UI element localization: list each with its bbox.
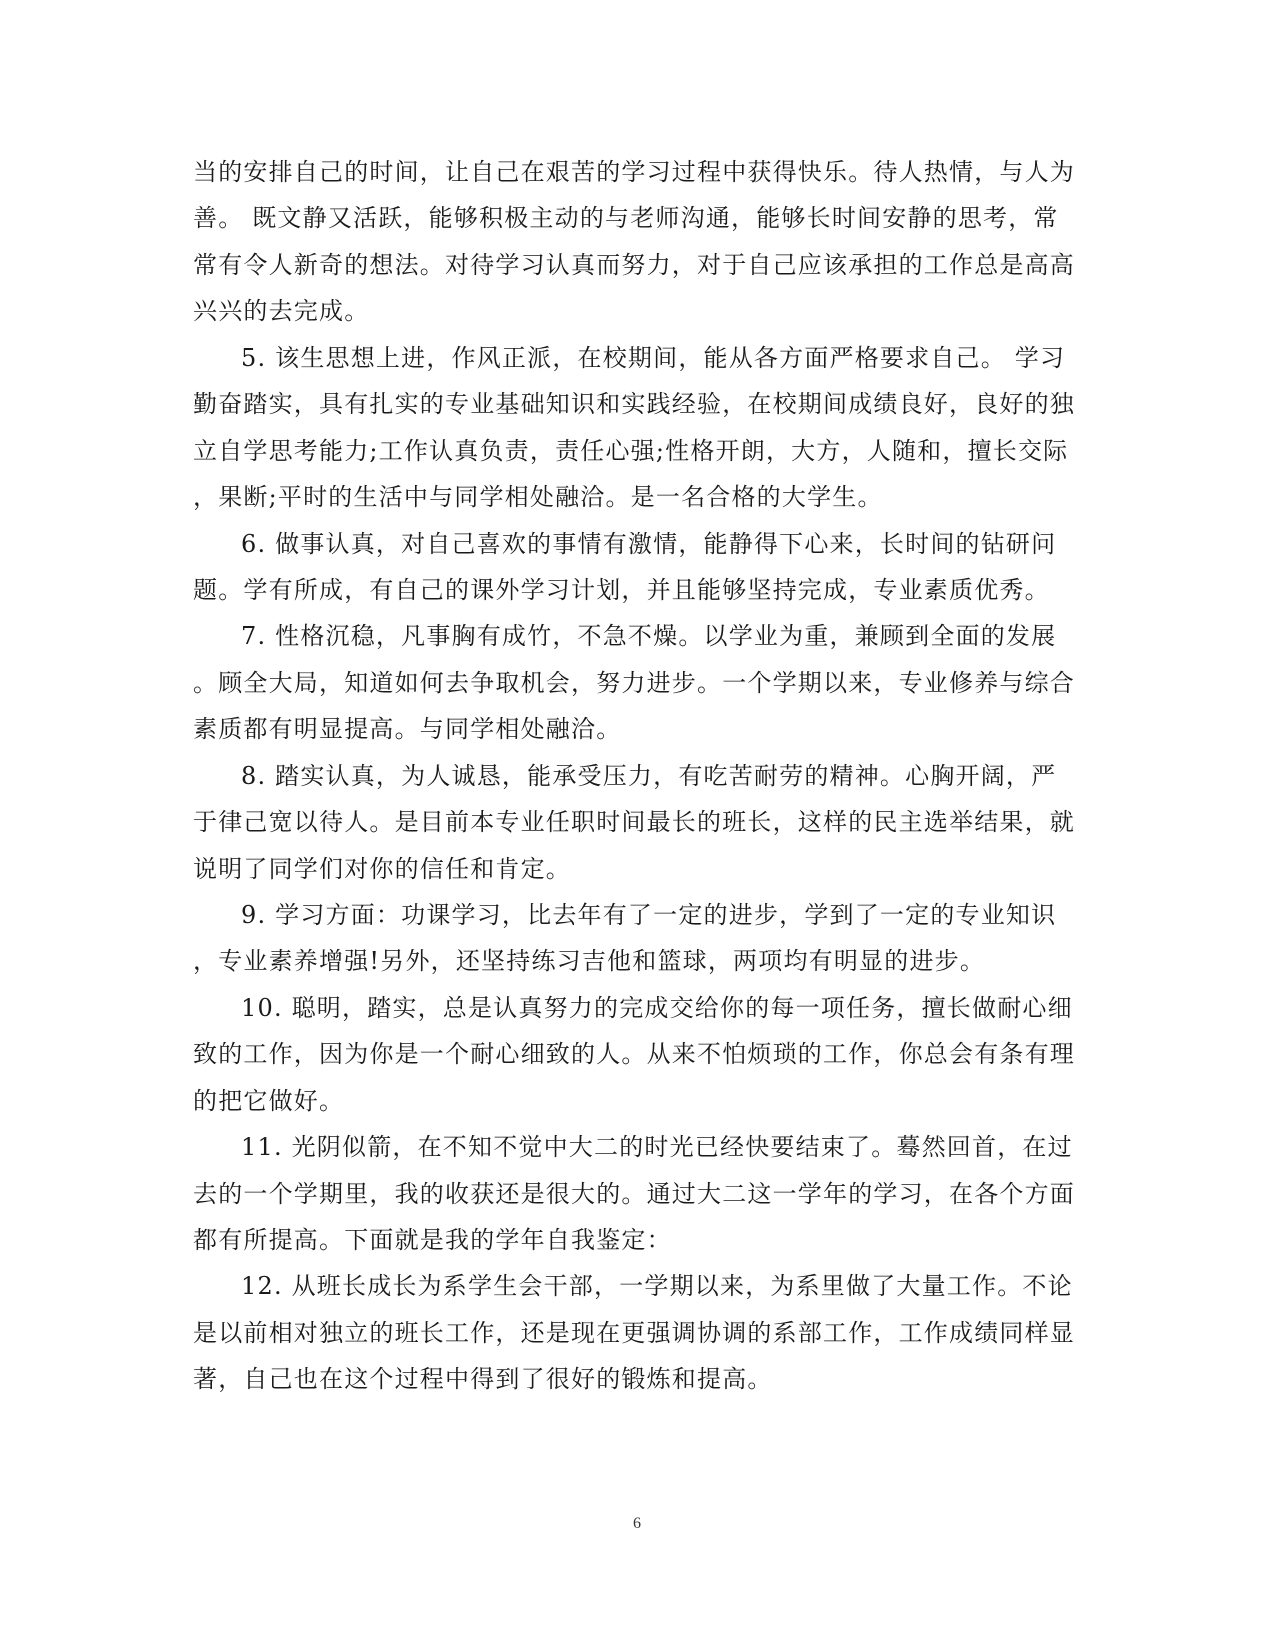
text-line: 的把它做好。	[193, 1087, 345, 1115]
paragraph-start-5: 5. 该生思想上进，作风正派，在校期间，能从各方面严格要求自己。 学习	[241, 344, 1066, 372]
text-line: 兴兴的去完成。	[193, 297, 370, 325]
text-line: 都有所提高。下面就是我的学年自我鉴定：	[193, 1226, 672, 1254]
paragraph-start-11: 11. 光阴似箭，在不知不觉中大二的时光已经快要结束了。蓦然回首，在过	[241, 1133, 1073, 1161]
text-line: 素质都有明显提高。与同学相处融洽。	[193, 715, 622, 743]
paragraph-start-9: 9. 学习方面：功课学习，比去年有了一定的进步，学到了一定的专业知识	[241, 901, 1057, 929]
text-line: ，果断;平时的生活中与同学相处融洽。是一名合格的大学生。	[193, 483, 883, 511]
text-line: 勤奋踏实，具有扎实的专业基础知识和实践经验，在校期间成绩良好，良好的独	[193, 390, 1075, 418]
text-line: ，专业素养增强!另外，还坚持练习吉他和篮球，两项均有明显的进步。	[193, 947, 986, 975]
text-line: 是以前相对独立的班长工作，还是现在更强调协调的系部工作，工作成绩同样显	[193, 1319, 1075, 1347]
paragraph-start-10: 10. 聪明，踏实，总是认真努力的完成交给你的每一项任务，擅长做耐心细	[241, 994, 1073, 1022]
paragraph-start-7: 7. 性格沉稳，凡事胸有成竹，不急不燥。以学业为重，兼顾到全面的发展	[241, 622, 1057, 650]
text-line: 立自学思考能力;工作认真负责，责任心强;性格开朗，大方，人随和，擅长交际	[193, 437, 1069, 465]
text-line: 善。 既文静又活跃，能够积极主动的与老师沟通，能够长时间安静的思考，常	[193, 204, 1059, 232]
text-line: 说明了同学们对你的信任和肯定。	[193, 855, 571, 883]
text-line: 致的工作，因为你是一个耐心细致的人。从来不怕烦琐的工作，你总会有条有理	[193, 1040, 1075, 1068]
text-line: 于律己宽以待人。是目前本专业任职时间最长的班长，这样的民主选举结果，就	[193, 808, 1075, 836]
paragraph-start-6: 6. 做事认真，对自己喜欢的事情有激情，能静得下心来，长时间的钻研问	[241, 530, 1057, 558]
text-line: 去的一个学期里，我的收获还是很大的。通过大二这一学年的学习，在各个方面	[193, 1180, 1075, 1208]
text-line: 题。学有所成，有自己的课外学习计划，并且能够坚持完成，专业素质优秀。	[193, 576, 1050, 604]
paragraph-start-8: 8. 踏实认真，为人诚恳，能承受压力，有吃苦耐劳的精神。心胸开阔，严	[241, 762, 1057, 790]
text-line: 著，自己也在这个过程中得到了很好的锻炼和提高。	[193, 1365, 773, 1393]
text-line: 当的安排自己的时间，让自己在艰苦的学习过程中获得快乐。待人热情，与人为	[193, 158, 1075, 186]
paragraph-start-12: 12. 从班长成长为系学生会干部，一学期以来，为系里做了大量工作。不论	[241, 1272, 1073, 1300]
text-line: 常有令人新奇的想法。对待学习认真而努力，对于自己应该承担的工作总是高高	[193, 251, 1075, 279]
text-line: 。顾全大局，知道如何去争取机会，努力进步。一个学期以来，专业修养与综合	[193, 669, 1075, 697]
page-number: 6	[633, 1515, 641, 1532]
